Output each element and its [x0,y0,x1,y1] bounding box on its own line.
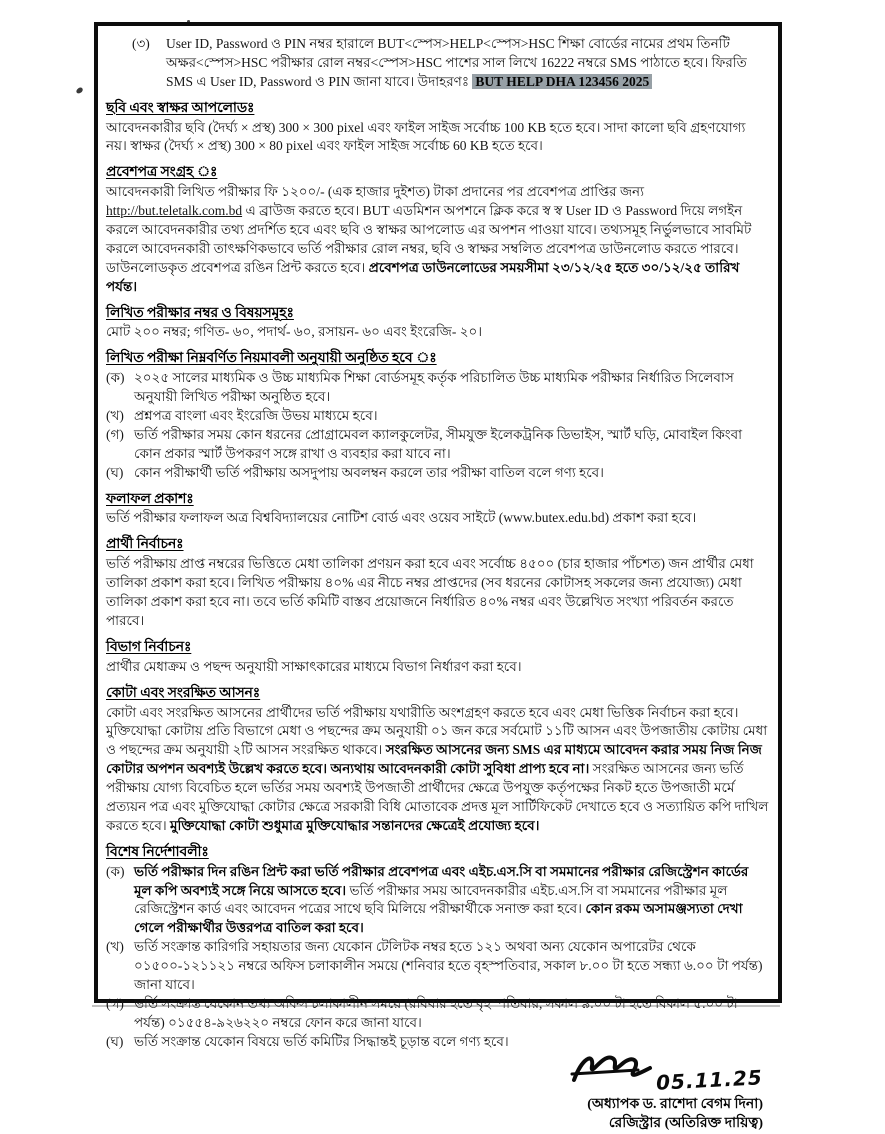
rule-item [106,464,769,483]
department-heading: বিভাগ নির্বাচনঃ [106,638,192,654]
signature-block [106,1054,769,1134]
item-number: (৩) [132,36,150,51]
admit-body-part2: এ ব্রাউজ করতে হবে। BUT এডমিশন অপশনে ক্লিক করে স্ব স্ব User ID ও Password দিয়ে লগইন করলে আবেদনকারীর তথ্য প্রদর্শিত হবে এবং ছবি ও স্বাক্ষর আপলোড এর অপশন পাওয়া যাবে। তথ্যসমূহ নির্ভুলভাবে সাবমিট করলে আবেদনকারী তাৎক্ষণিকভাবে ভর্তি পরীক্ষার রোল নম্বর, ছবি ও স্বাক্ষর সম্বলিত প্রবেশপত্র ডাউনলোড করতে পারবে। ডাউনলোডকৃত প্রবেশপত্র রঙিন প্রিন্ট করতে হবে। [106,203,752,275]
selection-heading: প্রার্থী নির্বাচনঃ [106,536,184,552]
photo-upload-body: আবেদনকারীর ছবি (দৈর্ঘ্য × প্রস্থ) 300 × 300 pixel এবং ফাইল সাইজ সর্বোচ্চ 100 KB হতে হবে। সাদা কালো ছবি গ্রহণযোগ্য নয়। স্বাক্ষর (দৈর্ঘ্য × প্রস্থ) 300 × 80 pixel এবং ফাইল সাইজ সর্বোচ্চ 60 KB হতে হবে। [106,119,746,154]
section-special-instructions [106,842,769,1052]
result-heading: ফলাফল প্রকাশঃ [106,490,194,506]
special-item-label: (গ) [106,995,124,1011]
section-exam-marks-subjects [106,303,769,343]
marks-heading: লিখিত পরীক্ষার নম্বর ও বিষয়সমূহঃ [106,304,294,320]
admit-card-body [106,183,769,296]
notice-border-box [94,22,782,1132]
sms-help-instruction-item [132,35,769,92]
special-heading: বিশেষ নির্দেশাবলীঃ [106,843,209,859]
quota-heading: কোটা এবং সংরক্ষিত আসনঃ [106,684,261,700]
special-a-bold-2: কোন রকম অসামঞ্জস্যতা দেখা গেলে পরীক্ষার্থীর উত্তরপত্র বাতিল করা হবে। [134,901,743,936]
rule-item-label: (ক) [106,370,125,386]
department-body: প্রার্থীর মেধাক্রম ও পছন্দ অনুযায়ী সাক্ষাৎকারের মাধ্যমে বিভাগ নির্ধারণ করা হবে। [106,658,522,674]
registrar-title: রেজিস্ট্রার (অতিরিক্ত দায়িত্ব) [608,1116,763,1132]
selection-body: ভর্তি পরীক্ষায় প্রাপ্ত নম্বরের ভিত্তিতে মেধা তালিকা প্রণয়ন করা হবে এবং সর্বোচ্চ ৪৫০০ (চার হাজার পাঁচশত) জন প্রার্থীর মেধা তালিকা প্রকাশ করা হবে। লিখিত পরীক্ষায় ৪০% এর নীচে নম্বর প্রাপ্তদের (সব ধরনের কোটাসহ সকলের জন্য প্রযোজ্য) মেধা তালিকা প্রকাশ করা হবে না। তবে ভর্তি কমিটি বাস্তব প্রয়োজনে নির্ধারিত ৪০% নম্বর এবং উল্লেখিত সংখ্যা পরিবর্তন করতে পারবে। [106,556,754,628]
special-item-text: ভর্তি সংক্রান্ত যেকোন তথ্য অফিস চলাকালীন সময়ে (রবিবার হতে বৃহস্পতিবার, সকাল ৯.০০ টা হতে বিকাল ৫.০০ টা পর্যন্ত) ০১৫৫৪-৯২৬২২০ নম্বরে ফোন করে জানা যাবে। [134,995,738,1030]
scan-ink-speck [75,87,84,95]
result-body: ভর্তি পরীক্ষার ফলাফল অত্র বিশ্ববিদ্যালয়ের নোটিশ বোর্ড এবং ওয়েব সাইটে (www.butex.edu.bd) প্রকাশ করা হবে। [106,510,697,526]
special-item-label: (খ) [106,939,124,955]
rule-item [106,407,769,426]
section-department-selection [106,637,769,677]
section-admit-card-collection [106,162,769,296]
photo-upload-heading: ছবি এবং স্বাক্ষর আপলোডঃ [106,99,255,115]
section-exam-rules [106,348,769,482]
rule-item-label: (ঘ) [106,464,124,480]
rule-item-label: (গ) [106,426,124,442]
special-a-normal: ভর্তি পরীক্ষার সময় আবেদনকারীর এইচ.এস.সি বা সমমানের পরীক্ষার মূল রেজিস্ট্রেশন কার্ড এবং আবেদন পত্রের সাথে ছবি মিলিয়ে পরীক্ষার্থীকে সনাক্ত করা হবে। [134,882,728,917]
quota-run-3: সংরক্ষিত আসনের জন্য ভর্তি পরীক্ষায় যোগ্য বিবেচিত হলে ভর্তির সময় অবশ্যই উপজাতী প্রার্থীদের ক্ষেত্রে উপযুক্ত কর্তৃপক্ষের নিকট হতে উপজাতী মর্মে প্রত্যয়ন পত্র এবং মুক্তিযোদ্ধা কোটার ক্ষেত্রে সরকারী বিধি মোতাবেক প্রদত্ত মূল সার্টিফিকেট দেখাতে হবে ও সত্যায়িত কপি দাখিল করতে হবে। [106,761,769,833]
section-result-publication [106,489,769,529]
rule-item-text: ভর্তি পরীক্ষার সময় কোন ধরনের প্রোগ্রামেবল ক্যালকুলেটর, সীমযুক্ত ইলেকট্রনিক ডিভাইস, স্মার্ট ঘড়ি, মোবাইল কিংবা কোন প্রকার স্মার্ট উপকরণ সঙ্গে রাখা ও ব্যবহার করা যাবে না। [134,426,743,461]
signature-date: 05.11.25 [655,1064,764,1095]
rule-item [106,369,769,407]
rule-item-label: (খ) [106,408,124,424]
quota-run-4-bold: মুক্তিযোদ্ধা কোটা শুধুমাত্র মুক্তিযোদ্ধার সন্তানদের ক্ষেত্রেই প্রযোজ্য হবে। [170,817,540,833]
rules-heading: লিখিত পরীক্ষা নিম্নবর্ণিত নিয়মাবলী অনুযায়ী অনুষ্ঠিত হবে ঃ [106,350,437,366]
quota-body [106,704,769,836]
teletalk-url-text: http://but.teletalk.com.bd [106,203,243,219]
quota-run-1: কোটা এবং সংরক্ষিত আসনের প্রার্থীদের ভর্তি পরীক্ষায় যথারীতি অংশগ্রহণ করতে হবে এবং মেধা ভিত্তিক নির্বাচন করা হবে। মুক্তিযোদ্ধা কোটায় প্রতি বিভাগে মেধা ও পছন্দের ক্রম অনুযায়ী ০১ জন করে সর্বমোট ১১টি আসন এবং উপজাতীয় কোটায় মেধা ও পছন্দের ক্রম অনুযায়ী ২টি আসন সংরক্ষিত থাকবে। [106,704,768,758]
signature-line [568,1054,763,1094]
special-item [106,1033,769,1052]
marks-body: মোট ২০০ নম্বর; গণিত- ৬০, পদার্থ- ৬০, রসায়ন- ৬০ এবং ইংরেজি- ২০। [106,324,483,340]
rule-item-text: ২০২৫ সালের মাধ্যমিক ও উচ্চ মাধ্যমিক শিক্ষা বোর্ডসমূহ কর্তৃক পরিচালিত উচ্চ মাধ্যমিক পরীক্ষার নির্ধারিত সিলেবাস অনুযায়ী লিখিত পরীক্ষা অনুষ্ঠিত হবে। [134,370,734,405]
rule-item [106,426,769,464]
instruction-text: User ID, Password ও PIN নম্বর হারালে BUT<স্পেস>HELP<স্পেস>HSC শিক্ষা বোর্ডের নামের প্রথম তিনটি অক্ষর<স্পেস>HSC পরীক্ষার রোল নম্বর<স্পেস>HSC পাশের সাল লিখে 16222 নম্বরে SMS পাঠাতে হবে। ফিরতি SMS এ User ID, Password ও PIN জানা যাবে। উদাহরণঃ [166,36,747,89]
admit-download-deadline: প্রবেশপত্র ডাউনলোডের সময়সীমা ২৩/১২/২৫ হতে ৩০/১২/২৫ তারিখ পর্যন্ত। [106,259,740,294]
special-a-bold-1: ভর্তি পরীক্ষার দিন রঙিন প্রিন্ট করা ভর্তি পরীক্ষার প্রবেশপত্র এবং এইচ.এস.সি বা সমমানের পরীক্ষার রেজিস্ট্রেশন কার্ডের মূল কপি অবশ্যই সঙ্গে নিয়ে আসতে হবে। [134,863,749,898]
special-item [106,938,769,995]
signature-scribble-icon [568,1050,654,1094]
special-item-text: ভর্তি সংক্রান্ত যেকোন বিষয়ে ভর্তি কমিটির সিদ্ধান্তই চূড়ান্ত বলে গণ্য হবে। [134,1033,509,1049]
special-item-label: (ক) [106,863,125,879]
special-item [106,863,769,939]
special-item [106,995,769,1033]
rule-item-text: কোন পরীক্ষার্থী ভর্তি পরীক্ষায় অসদুপায় অবলম্বন করলে তার পরীক্ষা বাতিল বলে গণ্য হবে। [134,464,605,480]
section-photo-signature-upload [106,98,769,157]
special-item-label: (ঘ) [106,1033,124,1049]
rule-item-text: প্রশ্নপত্র বাংলা এবং ইংরেজি উভয় মাধ্যমে হবে। [134,408,378,424]
registrar-name: (অধ্যাপক ড. রাশেদা বেগম দিনা) [587,1096,763,1112]
quota-run-2-bold: সংরক্ষিত আসনের জন্য SMS এর মাধ্যমে আবেদন করার সময় নিজ নিজ কোটার অপশন অবশ্যই উল্লেখ করতে হবে। অন্যথায় আবেদনকারী কোটা সুবিধা প্রাপ্য হবে না। [106,742,762,777]
admit-body-part1: আবেদনকারী লিখিত পরীক্ষার ফি ১২০০/- (এক হাজার দুইশত) টাকা প্রদানের পর প্রবেশপত্র প্রাপ্তির জন্য [106,184,645,200]
special-item-text [134,863,769,939]
admit-card-heading: প্রবেশপত্র সংগ্রহ ঃ [106,164,218,180]
sms-example-highlight: BUT HELP DHA 123456 2025 [472,74,652,89]
section-candidate-selection [106,534,769,630]
special-item-text: ভর্তি সংক্রান্ত কারিগরি সহায়তার জন্য যেকোন টেলিটক নম্বর হতে ১২১ অথবা অন্য যেকোন অপারেটর থেকে ০১৫০০-১২১১২১ নম্বরে অফিস চলাকালীন সময়ে (শনিবার হতে বৃহস্পতিবার, সকাল ৮.০০ টা হতে সন্ধ্যা ৬.০০ টা পর্যন্ত) জানা যাবে। [134,939,763,992]
sms-help-instruction-text [166,35,769,92]
section-quota-reserved-seats [106,683,769,836]
